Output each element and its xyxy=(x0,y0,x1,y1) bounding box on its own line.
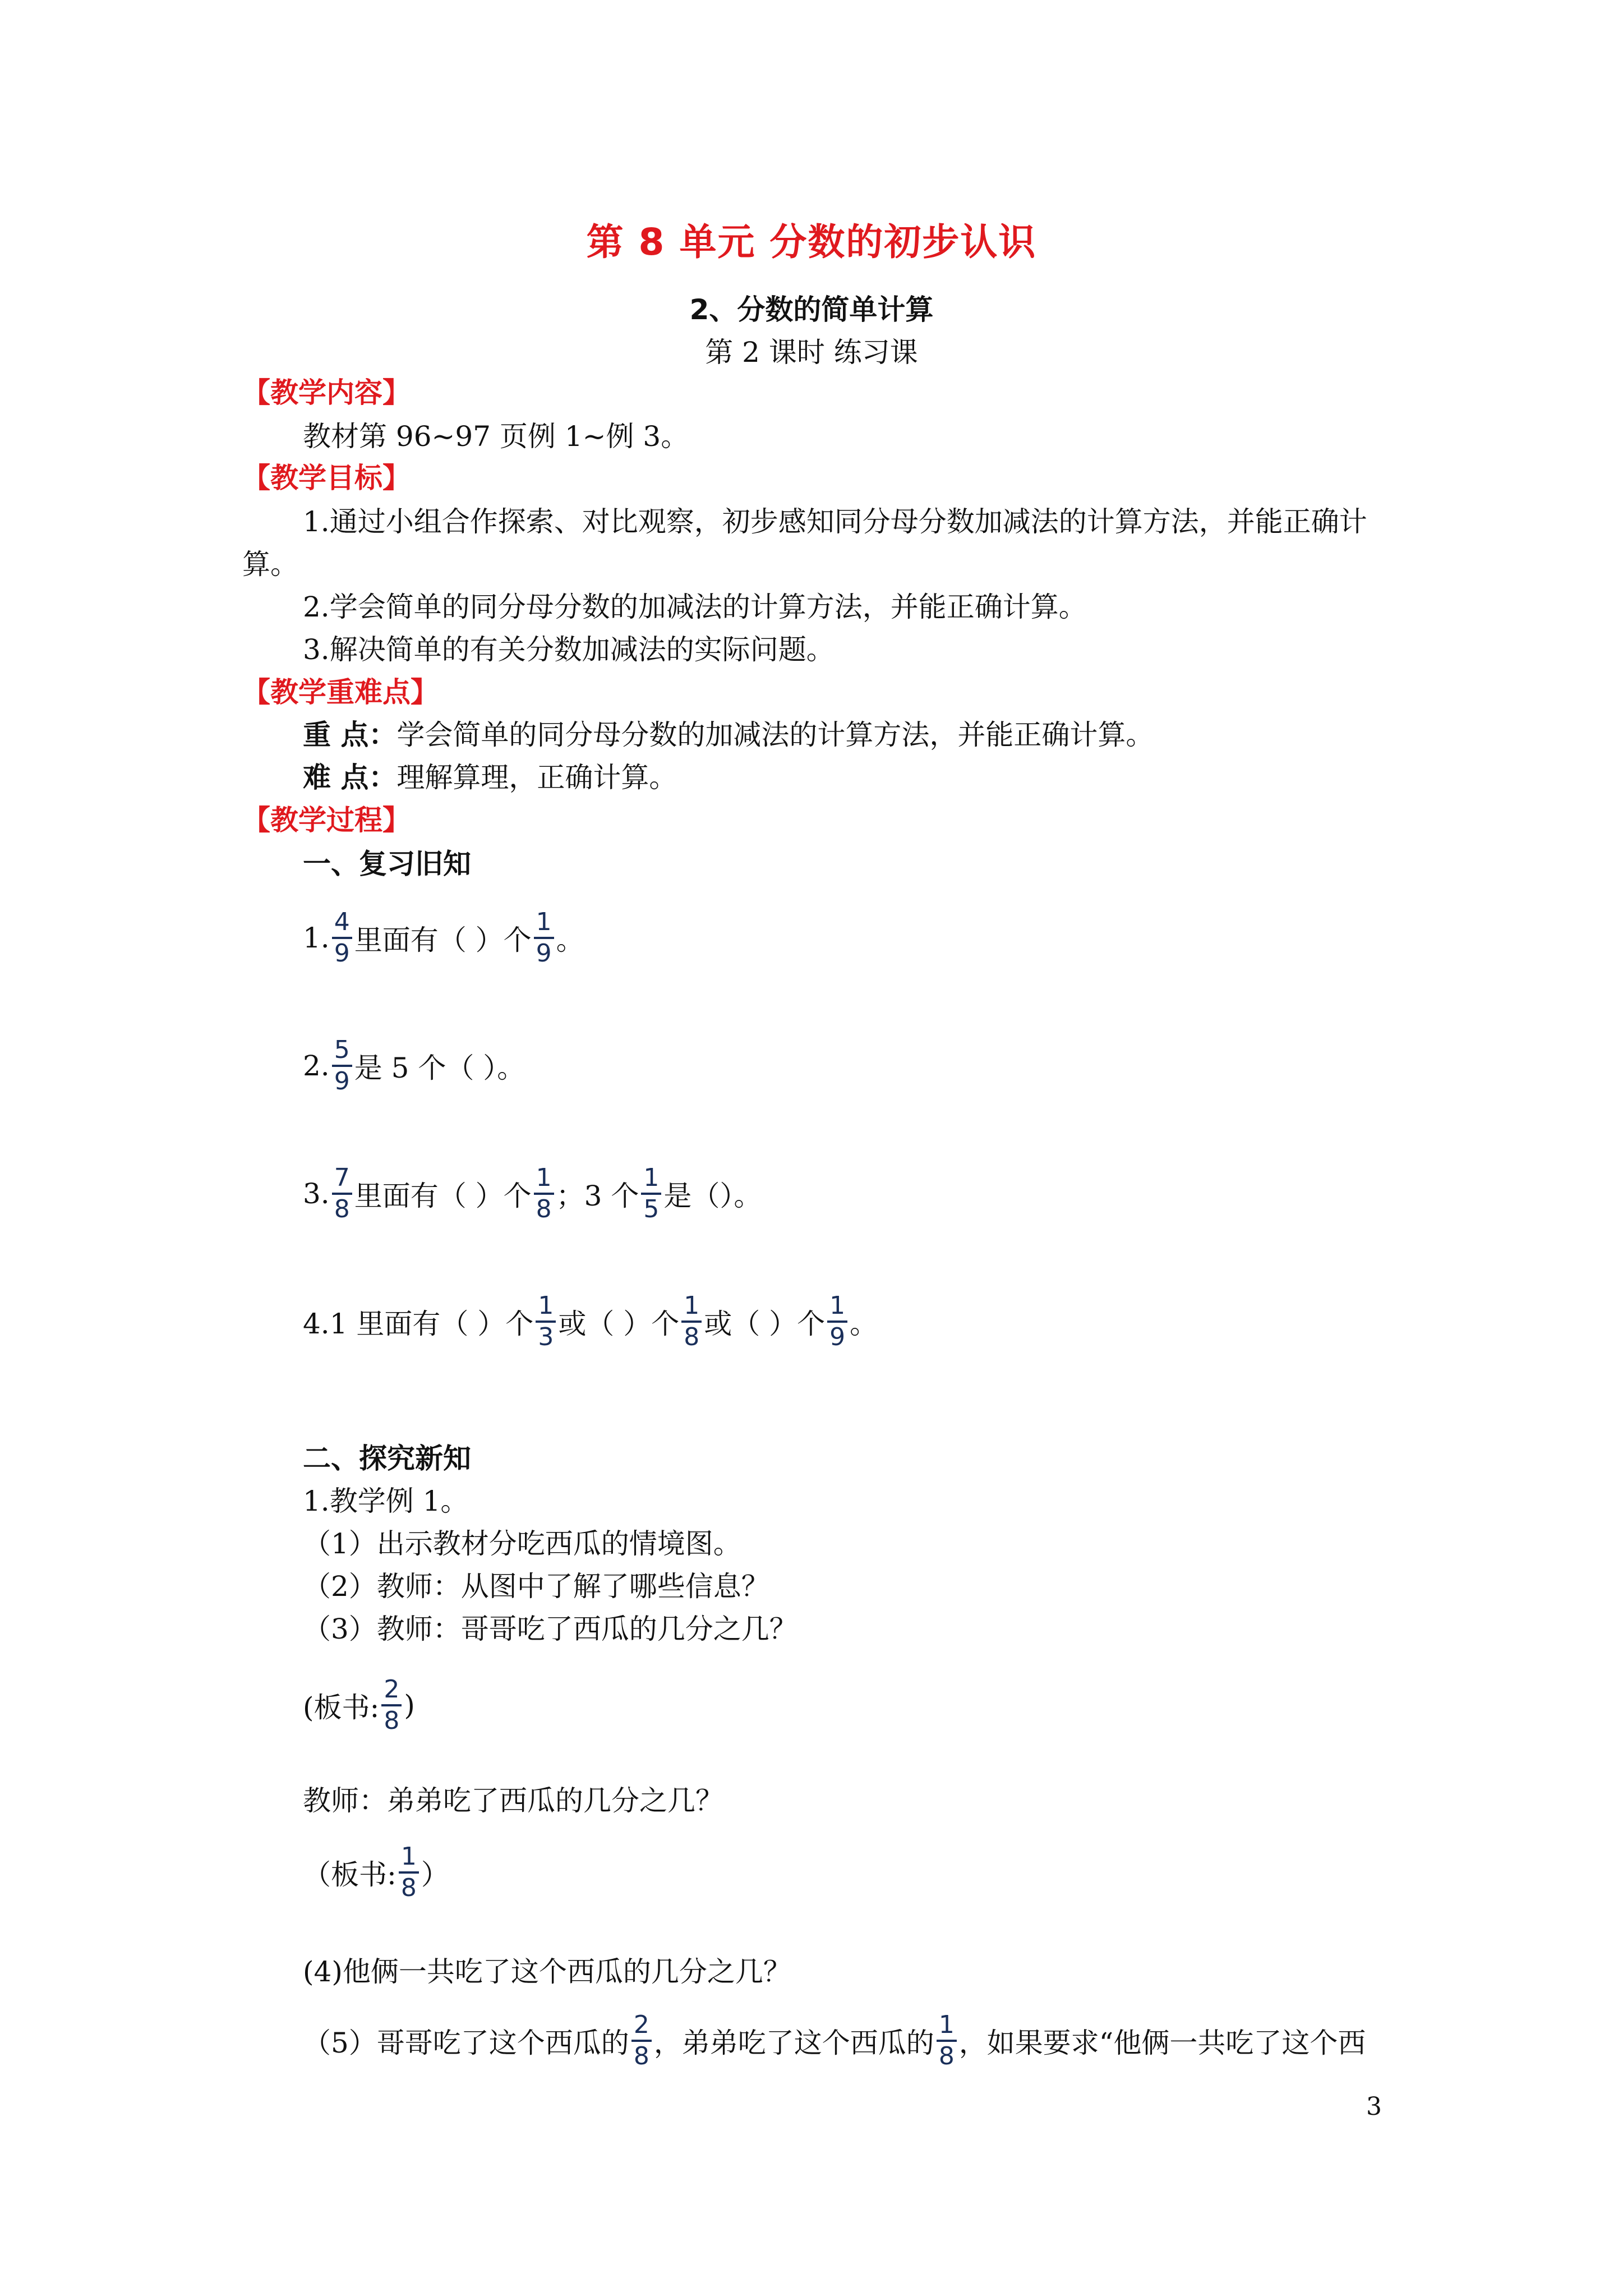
numerator: 1 xyxy=(829,1291,846,1320)
fraction xyxy=(534,910,554,966)
process-header: 【教学过程】 xyxy=(242,804,411,836)
board1-end: ) xyxy=(404,1689,415,1722)
q4-text-2: 或（ ）个 xyxy=(704,1308,826,1340)
key-points-header: 【教学重难点】 xyxy=(242,676,439,708)
review-question-2 xyxy=(303,1038,525,1094)
page-number: 3 xyxy=(1366,2092,1382,2121)
denominator: 9 xyxy=(536,939,552,968)
denominator: 9 xyxy=(334,1067,350,1096)
board2-end: ） xyxy=(421,1858,449,1891)
key-point-text: 学会简单的同分母分数的加减法的计算方法，并能正确计算。 xyxy=(396,719,1154,751)
review-question-1 xyxy=(303,910,584,966)
numerator: 1 xyxy=(538,1291,554,1320)
step-1: （1）出示教材分吃西瓜的情境图。 xyxy=(303,1527,741,1560)
step-5 xyxy=(303,2010,1366,2070)
q1-prefix: 1. xyxy=(303,922,330,954)
goals-header: 【教学目标】 xyxy=(242,462,411,494)
numerator: 1 xyxy=(400,1842,417,1871)
review-header: 一、复习旧知 xyxy=(303,848,471,880)
fraction xyxy=(631,2010,652,2070)
fraction xyxy=(641,1163,661,1223)
q2-prefix: 2. xyxy=(303,1050,330,1082)
fraction xyxy=(381,1677,402,1733)
denominator: 8 xyxy=(938,2042,955,2070)
denominator: 8 xyxy=(334,1195,350,1223)
fraction xyxy=(536,1291,556,1351)
denominator: 3 xyxy=(538,1323,554,1351)
fraction xyxy=(827,1291,847,1351)
section-subtitle: 2、分数的简单计算 xyxy=(689,293,934,326)
step5-prefix: （5）哥哥吃了这个西瓜的 xyxy=(303,2027,629,2059)
denominator: 9 xyxy=(334,939,350,968)
review-question-3 xyxy=(303,1163,762,1223)
q3-prefix: 3. xyxy=(303,1177,330,1210)
q4-prefix: 4.1 里面有（ ）个 xyxy=(303,1308,534,1340)
goal-1-line-1: 1.通过小组合作探索、对比观察，初步感知同分母分数加减法的计算方法，并能正确计 xyxy=(303,505,1367,538)
numerator: 1 xyxy=(684,1291,700,1320)
step-4: (4)他俩一共吃了这个西瓜的几分之几？ xyxy=(303,1955,791,1988)
fraction xyxy=(534,1163,554,1223)
difficulty-line xyxy=(303,755,677,795)
denominator: 8 xyxy=(384,1706,400,1735)
q3-text: 里面有（ ）个 xyxy=(354,1180,532,1212)
numerator: 1 xyxy=(643,1163,660,1192)
denominator: 8 xyxy=(633,2042,649,2070)
goal-2: 2.学会简单的同分母分数的加减法的计算方法，并能正确计算。 xyxy=(303,591,1087,623)
fraction xyxy=(332,1038,352,1094)
board2-prefix: （板书: xyxy=(303,1858,396,1891)
example-1: 1.教学例 1。 xyxy=(303,1485,469,1517)
step5-end: ，如果要求“他俩一共吃了这个西 xyxy=(958,2027,1366,2059)
key-point-label: 重 点： xyxy=(303,719,397,751)
q2-text: 是 5 个（ ）。 xyxy=(354,1052,525,1084)
numerator: 7 xyxy=(334,1163,350,1192)
board-note-1 xyxy=(303,1677,415,1733)
question-brother: 教师：弟弟吃了西瓜的几分之几？ xyxy=(303,1784,723,1817)
step5-text: ，弟弟吃了这个西瓜的 xyxy=(653,2027,934,2059)
numerator: 5 xyxy=(334,1036,350,1064)
numerator: 2 xyxy=(384,1675,400,1704)
goal-1-line-2: 算。 xyxy=(242,548,298,581)
q4-text: 或（ ）个 xyxy=(558,1308,680,1340)
q4-end: 。 xyxy=(850,1308,878,1340)
denominator: 5 xyxy=(643,1195,660,1223)
q1-text: 里面有（ ）个 xyxy=(354,924,532,956)
content-header: 【教学内容】 xyxy=(242,376,411,409)
step-3: （3）教师：哥哥吃了西瓜的几分之几？ xyxy=(303,1613,797,1645)
fraction xyxy=(399,1844,419,1901)
numerator: 1 xyxy=(938,2010,955,2039)
numerator: 1 xyxy=(536,1163,552,1192)
page-title: 第 8 单元 分数的初步认识 xyxy=(586,220,1037,264)
q3-end: 是（）。 xyxy=(663,1180,762,1212)
numerator: 4 xyxy=(334,908,350,936)
fraction xyxy=(937,2010,957,2070)
q3-text-2: ；3 个 xyxy=(556,1180,639,1212)
fraction xyxy=(681,1291,702,1351)
step-2: （2）教师：从图中了解了哪些信息？ xyxy=(303,1570,769,1603)
denominator: 8 xyxy=(400,1874,417,1902)
denominator: 8 xyxy=(684,1323,700,1351)
key-point-line xyxy=(303,712,1154,753)
fraction xyxy=(332,910,352,966)
denominator: 9 xyxy=(829,1323,846,1351)
denominator: 8 xyxy=(536,1195,552,1223)
board-note-2 xyxy=(303,1844,449,1901)
goal-3: 3.解决简单的有关分数加减法的实际问题。 xyxy=(303,633,834,666)
numerator: 2 xyxy=(633,2010,649,2039)
numerator: 1 xyxy=(536,908,552,936)
difficulty-label: 难 点： xyxy=(303,761,397,794)
content-text: 教材第 96~97 页例 1~例 3。 xyxy=(303,420,689,453)
difficulty-text: 理解算理，正确计算。 xyxy=(396,761,677,794)
review-question-4 xyxy=(303,1291,878,1351)
explore-header: 二、探究新知 xyxy=(303,1442,471,1475)
fraction xyxy=(332,1163,352,1223)
board1-prefix: (板书: xyxy=(303,1691,380,1724)
lesson-label: 第 2 课时 练习课 xyxy=(705,336,918,369)
q1-end: 。 xyxy=(556,924,584,956)
